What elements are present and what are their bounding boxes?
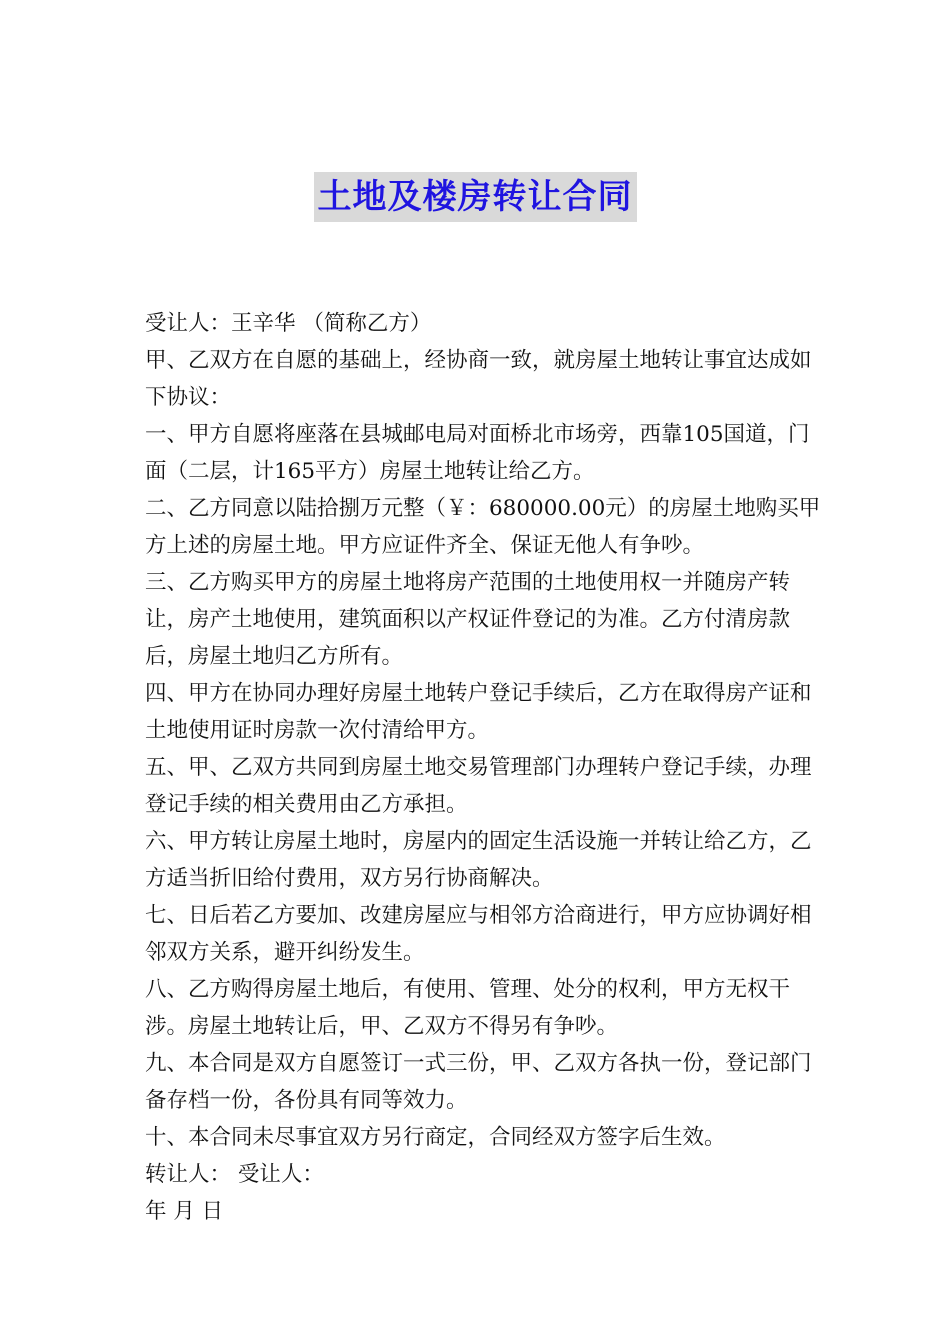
clause-4: 四、甲方在协同办理好房屋土地转户登记手续后，乙方在取得房产证和土地使用证时房款一次付清给甲方。 xyxy=(145,681,812,743)
document-body xyxy=(145,305,825,1230)
clause-5: 五、甲、乙双方共同到房屋土地交易管理部门办理转户登记手续，办理登记手续的相关费用由乙方承担。 xyxy=(145,755,812,817)
clause-7: 七、日后若乙方要加、改建房屋应与相邻方洽商进行，甲方应协调好相邻双方关系，避开纠纷发生。 xyxy=(145,903,812,965)
paragraph-transferee: 受让人：王辛华 （简称乙方） xyxy=(145,311,432,336)
clause-8: 八、乙方购得房屋土地后，有使用、管理、处分的权利，甲方无权干涉。房屋土地转让后，甲、乙双方不得另有争吵。 xyxy=(145,977,791,1039)
document-title: 土地及楼房转让合同 xyxy=(314,172,637,222)
clause-3: 三、乙方购买甲方的房屋土地将房产范围的土地使用权一并随房产转让，房产土地使用，建筑面积以产权证件登记的为准。乙方付清房款后，房屋土地归乙方所有。 xyxy=(145,570,791,669)
paragraph-preamble: 甲、乙双方在自愿的基础上，经协商一致，就房屋土地转让事宜达成如下协议： xyxy=(145,348,812,410)
clause-10: 十、本合同未尽事宜双方另行商定，合同经双方签字后生效。 xyxy=(145,1125,726,1150)
clause-1: 一、甲方自愿将座落在县城邮电局对面桥北市场旁，西靠105国道，门面（二层，计165平方）房屋土地转让给乙方。 xyxy=(145,422,810,484)
clause-2: 二、乙方同意以陆拾捌万元整（￥：680000.00元）的房屋土地购买甲方上述的房屋土地。甲方应证件齐全、保证无他人有争吵。 xyxy=(145,496,821,558)
date-line: 年 月 日 xyxy=(145,1199,224,1224)
clause-6: 六、甲方转让房屋土地时，房屋内的固定生活设施一并转让给乙方，乙方适当折旧给付费用，双方另行协商解决。 xyxy=(145,829,812,891)
signature-line: 转让人： 受让人： xyxy=(145,1162,324,1187)
title-container xyxy=(0,172,950,222)
clause-9: 九、本合同是双方自愿签订一式三份，甲、乙双方各执一份，登记部门备存档一份，各份具有同等效力。 xyxy=(145,1051,812,1113)
